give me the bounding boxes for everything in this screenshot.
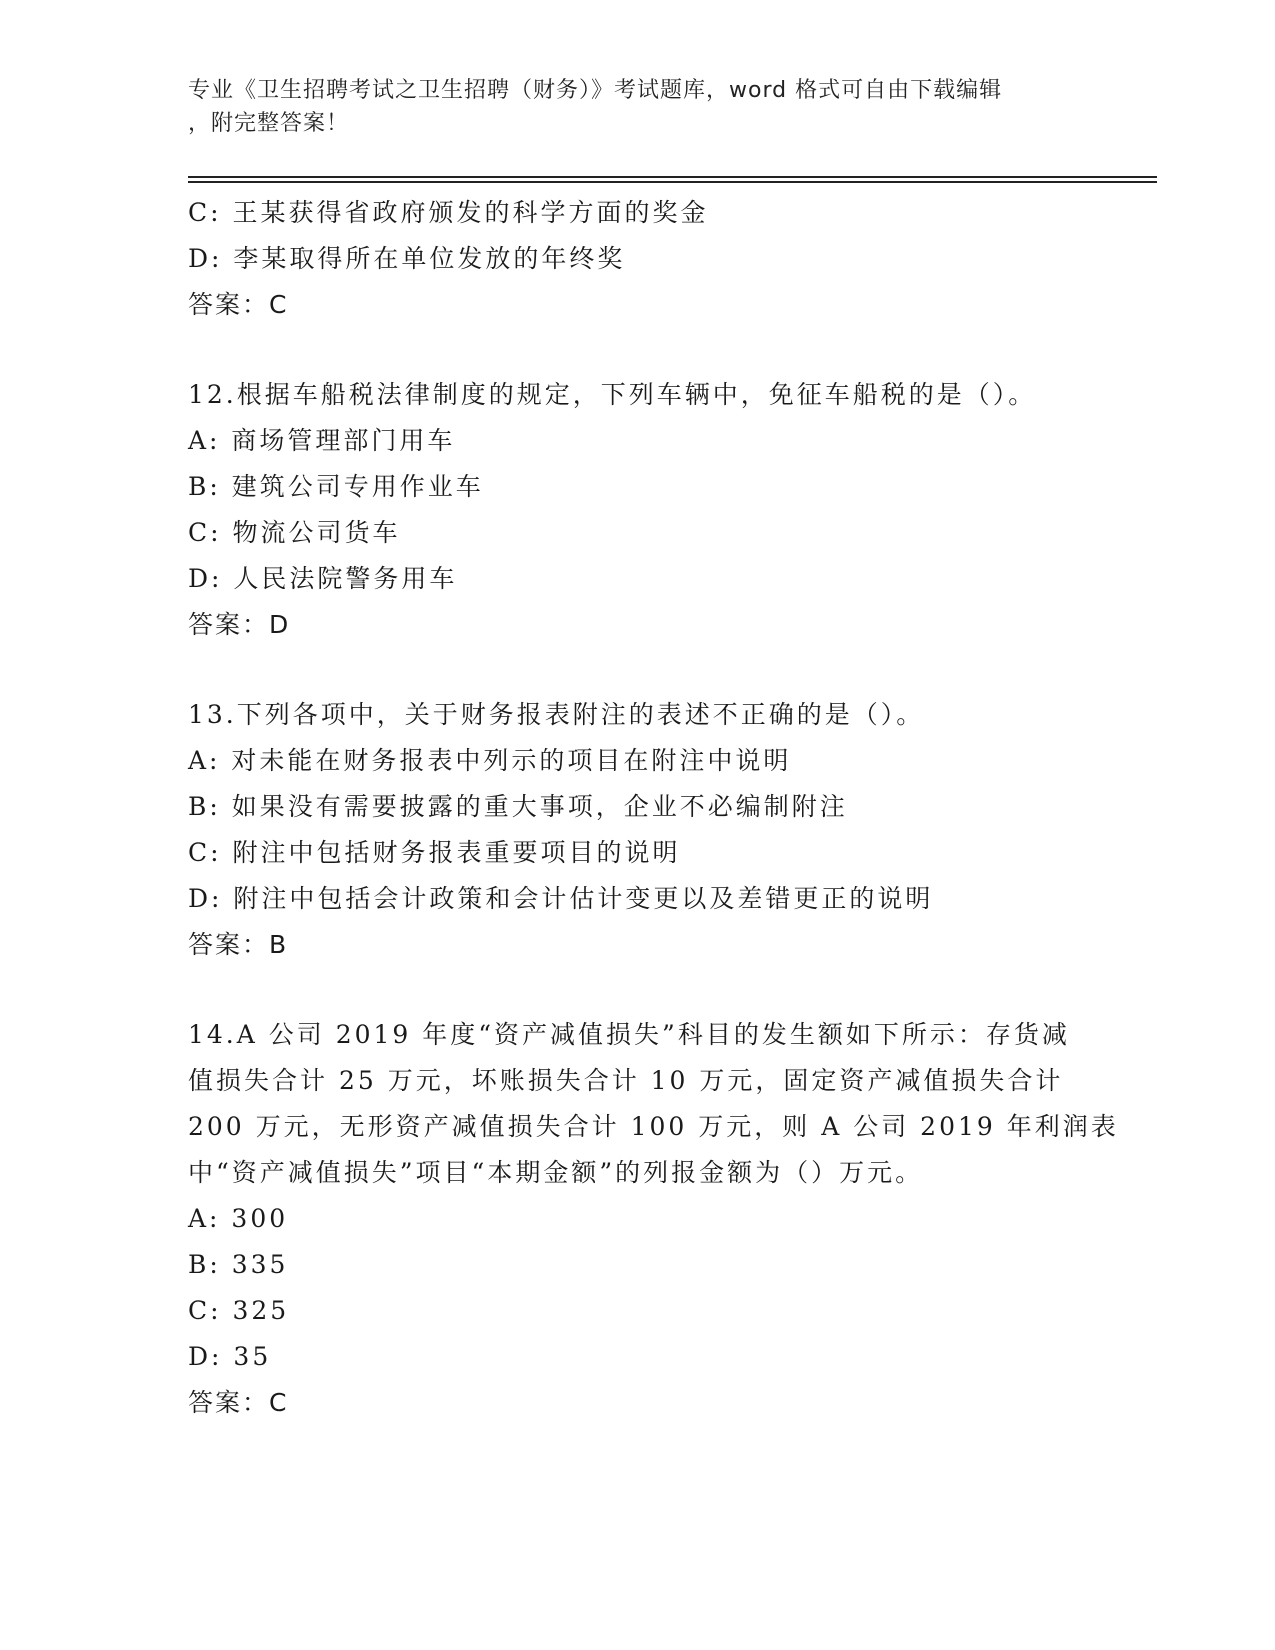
- header-divider-bottom: [188, 181, 1157, 183]
- option-a: A: 对未能在财务报表中列示的项目在附注中说明: [188, 746, 792, 775]
- question-14-stem-line-1: 14.A 公司 2019 年度“资产减值损失”科目的发生额如下所示：存货减: [188, 1020, 1070, 1049]
- spacer: [188, 648, 1088, 692]
- header-line-1: 专业《卫生招聘考试之卫生招聘（财务）》考试题库，word 格式可自由下载编辑: [188, 78, 1003, 103]
- answer-line: 答案：B: [188, 930, 289, 959]
- document-header: [188, 74, 1068, 140]
- option-b: B: 如果没有需要披露的重大事项，企业不必编制附注: [188, 792, 848, 821]
- option-c: C: 325: [188, 1296, 290, 1325]
- question-content: [188, 190, 1119, 1426]
- question-13-stem: 13.下列各项中，关于财务报表附注的表述不正确的是（）。: [188, 700, 925, 729]
- option-d: D: 李某取得所在单位发放的年终奖: [188, 244, 626, 273]
- question-12-stem: 12.根据车船税法律制度的规定，下列车辆中，免征车船税的是（）。: [188, 380, 1037, 409]
- spacer: [188, 328, 1088, 372]
- answer-line: 答案：D: [188, 610, 291, 639]
- question-14-stem-line-2: 值损失合计 25 万元，坏账损失合计 10 万元，固定资产减值损失合计: [188, 1066, 1064, 1095]
- option-d: D: 人民法院警务用车: [188, 564, 458, 593]
- header-divider-top: [188, 176, 1157, 178]
- question-14-stem-line-3: 200 万元，无形资产减值损失合计 100 万元，则 A 公司 2019 年利润表: [188, 1112, 1119, 1141]
- option-d: D: 附注中包括会计政策和会计估计变更以及差错更正的说明: [188, 884, 934, 913]
- option-c: C: 物流公司货车: [188, 518, 401, 547]
- question-14-stem-line-4: 中“资产减值损失”项目“本期金额”的列报金额为（）万元。: [188, 1158, 924, 1187]
- option-b: B: 335: [188, 1250, 289, 1279]
- answer-line: 答案：C: [188, 290, 289, 319]
- option-b: B: 建筑公司专用作业车: [188, 472, 484, 501]
- header-line-2: ，附完整答案！: [188, 111, 350, 136]
- option-c: C: 王某获得省政府颁发的科学方面的奖金: [188, 198, 709, 227]
- spacer: [188, 968, 1088, 1012]
- option-c: C: 附注中包括财务报表重要项目的说明: [188, 838, 681, 867]
- option-d: D: 35: [188, 1342, 272, 1371]
- option-a: A: 商场管理部门用车: [188, 426, 456, 455]
- option-a: A: 300: [188, 1204, 289, 1233]
- answer-line: 答案：C: [188, 1388, 289, 1417]
